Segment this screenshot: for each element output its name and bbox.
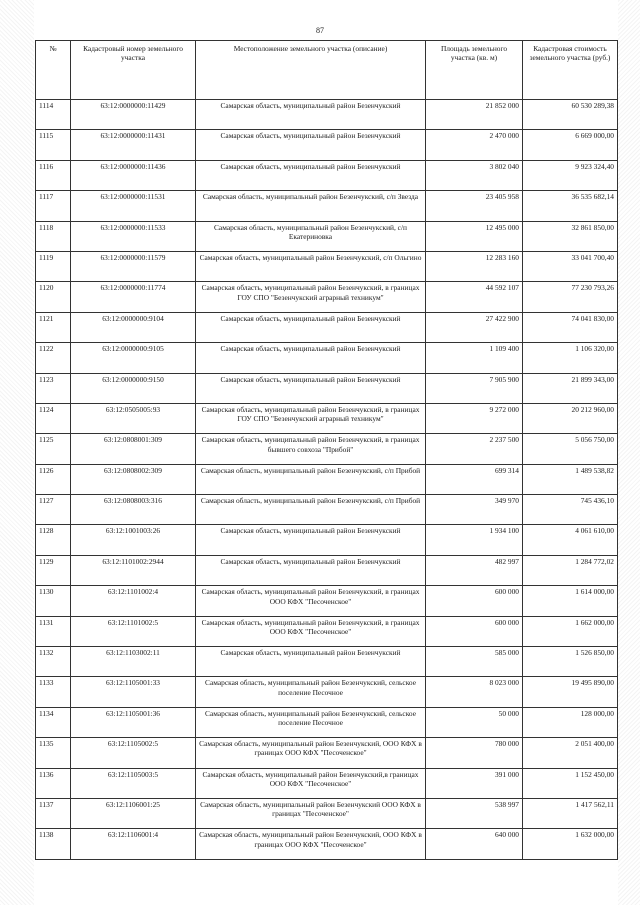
- cell-num: 1124: [36, 403, 71, 433]
- cell-num: 1115: [36, 130, 71, 160]
- cell-cost: 5 056 750,00: [523, 434, 618, 464]
- cell-area: 44 592 107: [426, 282, 523, 312]
- cell-num: 1125: [36, 434, 71, 464]
- cell-cost: 1 614 000,00: [523, 586, 618, 616]
- cell-cost: 1 526 850,00: [523, 647, 618, 677]
- cell-cadastral: 63:12:0000000:11533: [71, 221, 196, 251]
- scan-edge-left: [0, 0, 34, 905]
- cell-location: Самарская область, муниципальный район Безенчукский, в границах ООО КФХ "Песоченское": [196, 616, 426, 646]
- cell-num: 1132: [36, 647, 71, 677]
- cell-num: 1134: [36, 707, 71, 737]
- table-header-row: [36, 41, 618, 100]
- cell-area: 21 852 000: [426, 100, 523, 130]
- land-plots-table: [35, 40, 618, 860]
- cell-cadastral: 63:12:1105002:5: [71, 738, 196, 768]
- header-location: Местоположение земельного участка (описание): [196, 41, 426, 100]
- table-row: [36, 403, 618, 433]
- cell-location: Самарская область, муниципальный район Безенчукский, ООО КФХ в границах ООО КФХ "Песоченское": [196, 738, 426, 768]
- cell-cadastral: 63:12:1103002:11: [71, 647, 196, 677]
- cell-num: 1138: [36, 829, 71, 859]
- cell-area: 2 470 000: [426, 130, 523, 160]
- table-row: [36, 495, 618, 525]
- cell-cadastral: 63:12:1106001:4: [71, 829, 196, 859]
- cell-cadastral: 63:12:1105001:33: [71, 677, 196, 707]
- cell-area: 391 000: [426, 768, 523, 798]
- cell-cost: 33 041 700,40: [523, 251, 618, 281]
- cell-location: Самарская область, муниципальный район Безенчукский: [196, 525, 426, 555]
- table-row: [36, 829, 618, 859]
- cell-cadastral: 63:12:0808001:309: [71, 434, 196, 464]
- cell-cost: 4 061 610,00: [523, 525, 618, 555]
- table-body: [36, 100, 618, 860]
- cell-cadastral: 63:12:1101002:2944: [71, 555, 196, 585]
- cell-area: 12 283 160: [426, 251, 523, 281]
- cell-cadastral: 63:12:0000000:11531: [71, 191, 196, 221]
- cell-cadastral: 63:12:1106001:25: [71, 798, 196, 828]
- cell-area: 3 802 040: [426, 160, 523, 190]
- cell-cost: 1 489 538,82: [523, 464, 618, 494]
- header-cadastral: Кадастровый номер земельного участка: [71, 41, 196, 100]
- cell-location: Самарская область, муниципальный район Безенчукский, с/п Прибой: [196, 464, 426, 494]
- cell-area: 1 934 100: [426, 525, 523, 555]
- table-row: [36, 798, 618, 828]
- cell-cadastral: 63:12:0000000:9104: [71, 312, 196, 342]
- cell-num: 1137: [36, 798, 71, 828]
- cell-num: 1130: [36, 586, 71, 616]
- cell-location: Самарская область, муниципальный район Безенчукский: [196, 373, 426, 403]
- cell-num: 1121: [36, 312, 71, 342]
- cell-area: 1 109 400: [426, 343, 523, 373]
- cell-location: Самарская область, муниципальный район Безенчукский, ООО КФХ в границах ООО КФХ "Песоченское": [196, 829, 426, 859]
- table-row: [36, 373, 618, 403]
- table-row: [36, 434, 618, 464]
- cell-cadastral: 63:12:1101002:5: [71, 616, 196, 646]
- table-row: [36, 130, 618, 160]
- cell-cost: 1 632 000,00: [523, 829, 618, 859]
- cell-cost: 19 495 890,00: [523, 677, 618, 707]
- cell-num: 1133: [36, 677, 71, 707]
- cell-cost: 1 662 000,00: [523, 616, 618, 646]
- table-row: [36, 312, 618, 342]
- cell-num: 1117: [36, 191, 71, 221]
- table-row: [36, 555, 618, 585]
- cell-cadastral: 63:12:0808002:309: [71, 464, 196, 494]
- cell-cost: 128 000,00: [523, 707, 618, 737]
- cell-area: 2 237 500: [426, 434, 523, 464]
- cell-cadastral: 63:12:1105001:36: [71, 707, 196, 737]
- cell-location: Самарская область, муниципальный район Безенчукский: [196, 100, 426, 130]
- cell-area: 23 405 958: [426, 191, 523, 221]
- cell-num: 1118: [36, 221, 71, 251]
- table-row: [36, 251, 618, 281]
- cell-area: 349 970: [426, 495, 523, 525]
- cell-area: 9 272 000: [426, 403, 523, 433]
- cell-location: Самарская область, муниципальный район Безенчукский, в границах ГОУ СПО "Безенчукский аграрный техникум": [196, 282, 426, 312]
- cell-num: 1136: [36, 768, 71, 798]
- cell-cost: 745 436,10: [523, 495, 618, 525]
- header-cost: Кадастровая стоимость земельного участка (руб.): [523, 41, 618, 100]
- cell-cost: 60 530 289,38: [523, 100, 618, 130]
- cell-num: 1127: [36, 495, 71, 525]
- cell-cadastral: 63:12:1101002:4: [71, 586, 196, 616]
- table-row: [36, 191, 618, 221]
- cell-location: Самарская область, муниципальный район Безенчукский, с/п Екатериновка: [196, 221, 426, 251]
- cell-num: 1126: [36, 464, 71, 494]
- cell-cadastral: 63:12:0808003:316: [71, 495, 196, 525]
- table-row: [36, 647, 618, 677]
- cell-cost: 20 212 960,00: [523, 403, 618, 433]
- cell-cadastral: 63:12:0000000:11429: [71, 100, 196, 130]
- cell-num: 1116: [36, 160, 71, 190]
- cell-area: 780 000: [426, 738, 523, 768]
- table-row: [36, 768, 618, 798]
- cell-cadastral: 63:12:0505005:93: [71, 403, 196, 433]
- cell-cost: 36 535 682,14: [523, 191, 618, 221]
- table-row: [36, 160, 618, 190]
- cell-num: 1131: [36, 616, 71, 646]
- cell-area: 12 495 000: [426, 221, 523, 251]
- table-row: [36, 616, 618, 646]
- cell-location: Самарская область, муниципальный район Безенчукский: [196, 160, 426, 190]
- cell-area: 538 997: [426, 798, 523, 828]
- scan-edge-right: [618, 0, 640, 905]
- cell-area: 27 422 900: [426, 312, 523, 342]
- cell-cadastral: 63:12:0000000:11774: [71, 282, 196, 312]
- cell-cost: 9 923 324,40: [523, 160, 618, 190]
- cell-location: Самарская область, муниципальный район Безенчукский, в границах бывшего совхоза "Прибой": [196, 434, 426, 464]
- cell-location: Самарская область, муниципальный район Безенчукский ООО КФХ в границах "Песоченское": [196, 798, 426, 828]
- cell-num: 1120: [36, 282, 71, 312]
- cell-cost: 32 861 850,00: [523, 221, 618, 251]
- cell-num: 1129: [36, 555, 71, 585]
- cell-location: Самарская область, муниципальный район Безенчукский: [196, 312, 426, 342]
- cell-cadastral: 63:12:0000000:9150: [71, 373, 196, 403]
- cell-location: Самарская область, муниципальный район Безенчукский: [196, 555, 426, 585]
- cell-area: 50 000: [426, 707, 523, 737]
- cell-area: 640 000: [426, 829, 523, 859]
- cell-location: Самарская область, муниципальный район Безенчукский: [196, 647, 426, 677]
- table-row: [36, 343, 618, 373]
- cell-num: 1122: [36, 343, 71, 373]
- cell-area: 482 997: [426, 555, 523, 585]
- cell-cost: 1 152 450,00: [523, 768, 618, 798]
- table-row: [36, 738, 618, 768]
- cell-cadastral: 63:12:1001003:26: [71, 525, 196, 555]
- cell-cadastral: 63:12:1105003:5: [71, 768, 196, 798]
- cell-num: 1128: [36, 525, 71, 555]
- cell-location: Самарская область, муниципальный район Безенчукский, с/п Ольгино: [196, 251, 426, 281]
- cell-location: Самарская область, муниципальный район Безенчукский, с/п Звезда: [196, 191, 426, 221]
- table-row: [36, 707, 618, 737]
- table-row: [36, 282, 618, 312]
- header-num: №: [36, 41, 71, 100]
- cell-area: 600 000: [426, 586, 523, 616]
- table-row: [36, 221, 618, 251]
- cell-area: 699 314: [426, 464, 523, 494]
- cell-area: 8 023 000: [426, 677, 523, 707]
- table-row: [36, 464, 618, 494]
- cell-cadastral: 63:12:0000000:11431: [71, 130, 196, 160]
- cell-location: Самарская область, муниципальный район Безенчукский, с/п Прибой: [196, 495, 426, 525]
- cell-location: Самарская область, муниципальный район Безенчукский, в границах ООО КФХ "Песоченское": [196, 586, 426, 616]
- cell-location: Самарская область, муниципальный район Безенчукский,в границах ООО КФХ "Песоченское": [196, 768, 426, 798]
- table-row: [36, 525, 618, 555]
- header-area: Площадь земельного участка (кв. м): [426, 41, 523, 100]
- table-row: [36, 586, 618, 616]
- cell-location: Самарская область, муниципальный район Безенчукский: [196, 343, 426, 373]
- cell-num: 1123: [36, 373, 71, 403]
- cell-area: 7 905 900: [426, 373, 523, 403]
- cell-cost: 1 417 562,11: [523, 798, 618, 828]
- cell-location: Самарская область, муниципальный район Безенчукский, сельское поселение Песочное: [196, 707, 426, 737]
- cell-num: 1114: [36, 100, 71, 130]
- cell-cadastral: 63:12:0000000:11436: [71, 160, 196, 190]
- cell-cost: 77 230 793,26: [523, 282, 618, 312]
- cell-cost: 1 284 772,02: [523, 555, 618, 585]
- cell-cadastral: 63:12:0000000:9105: [71, 343, 196, 373]
- cell-cost: 1 106 320,00: [523, 343, 618, 373]
- cell-cost: 21 899 343,00: [523, 373, 618, 403]
- cell-cost: 74 041 830,00: [523, 312, 618, 342]
- cell-area: 600 000: [426, 616, 523, 646]
- table-row: [36, 677, 618, 707]
- table-row: [36, 100, 618, 130]
- cell-cadastral: 63:12:0000000:11579: [71, 251, 196, 281]
- cell-cost: 6 669 000,00: [523, 130, 618, 160]
- cell-num: 1119: [36, 251, 71, 281]
- cell-cost: 2 051 400,00: [523, 738, 618, 768]
- cell-location: Самарская область, муниципальный район Безенчукский, в границах ГОУ СПО "Безенчукский аграрный техникум": [196, 403, 426, 433]
- cell-location: Самарская область, муниципальный район Безенчукский, сельское поселение Песочное: [196, 677, 426, 707]
- cell-num: 1135: [36, 738, 71, 768]
- cell-location: Самарская область, муниципальный район Безенчукский: [196, 130, 426, 160]
- page-number: 87: [316, 26, 324, 35]
- cell-area: 585 000: [426, 647, 523, 677]
